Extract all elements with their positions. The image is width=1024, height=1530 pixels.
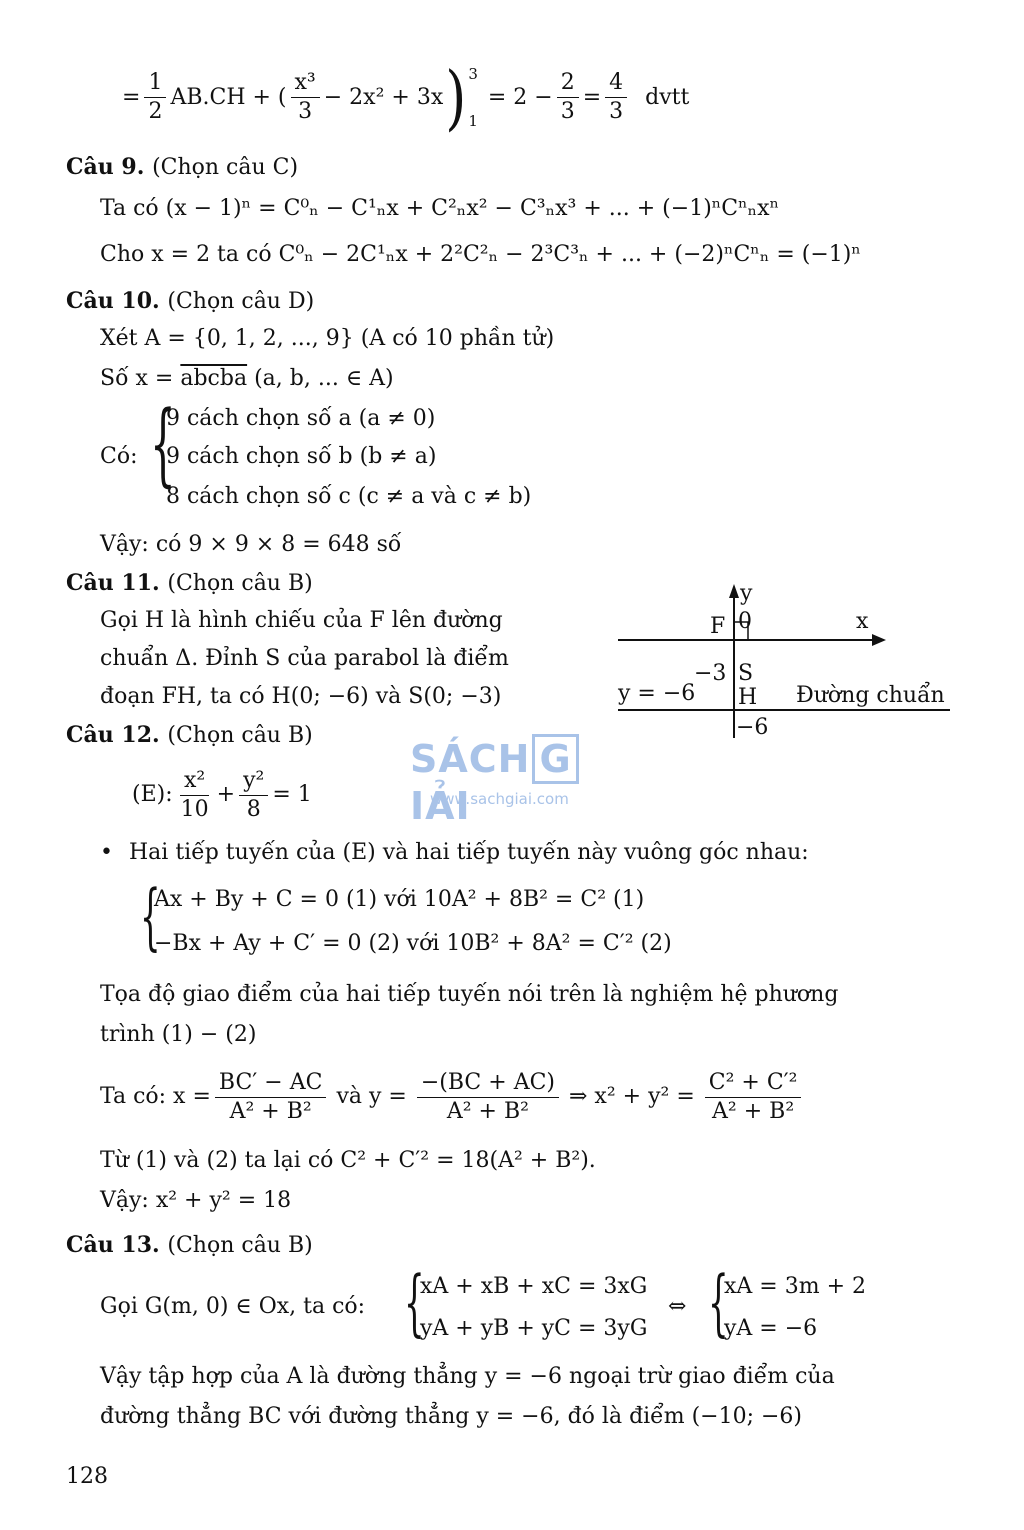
integral-upper-limit: 3 [468, 64, 478, 83]
area-ab-ch: AB.CH + ( [170, 84, 287, 110]
q11-line-2: chuẩn Δ. Đỉnh S của parabol là điểm [100, 646, 509, 671]
q13-result-x: xA = 3m + 2 [724, 1274, 866, 1299]
question-13-heading [66, 1234, 313, 1257]
q9-line-2: Cho x = 2 ta có C⁰ₙ − 2C¹ₙx + 2²C²ₙ − 2³C³ₙ + ... + (−2)ⁿCⁿₙ = (−1)ⁿ [100, 242, 861, 267]
fig-label-minus-3: −3 [694, 661, 727, 686]
q12-system-line-1: Ax + By + C = 0 (1) với 10A² + 8B² = C² (1) [154, 887, 645, 912]
x-axis-arrow [872, 634, 886, 646]
q10-line-2 [100, 368, 394, 390]
area-result-a: = 2 − [487, 84, 553, 110]
q13-left-brace-1: { [404, 1260, 425, 1344]
q12-para-line-2: trình (1) − (2) [100, 1022, 257, 1047]
q10-left-brace: { [150, 392, 176, 497]
q12-line-3: Từ (1) và (2) ta lại có C² + C′² = 18(A² + B²). [100, 1148, 596, 1173]
fraction-four-thirds: $\frac{4}{3}$ [605, 72, 627, 123]
q10-result: Vậy: có 9 × 9 × 8 = 648 số [100, 532, 402, 557]
q12-para-line-1: Tọa độ giao điểm của hai tiếp tuyến nói trên là nghiệm hệ phương [100, 982, 839, 1007]
q13-iff: ⇔ [668, 1294, 687, 1319]
q12-line-4: Vậy: x² + y² = 18 [100, 1188, 292, 1213]
q13-para-line-1: Vậy tập hợp của A là đường thẳng y = −6 ngoại trừ giao điểm của [100, 1364, 835, 1389]
q10-choice-c: 8 cách chọn số c (c ≠ a và c ≠ b) [166, 484, 532, 509]
q12-tc-label: Ta có: x = [100, 1084, 211, 1109]
q12-bullet-point [100, 842, 809, 864]
ellipse-label: (E): [132, 782, 173, 807]
q10-choice-a: 9 cách chọn số a (a ≠ 0) [166, 406, 436, 431]
q12-and-y: và y = [336, 1084, 407, 1109]
watermark-url: www.sachgiai.com [430, 790, 569, 808]
integral-bracket: ) [445, 55, 467, 138]
parabola-figure [610, 578, 1010, 748]
fraction-x2-over-10: $\frac{\text{x²}}{10}$ [180, 767, 209, 822]
fraction-sum-squares: $\frac{\text{C² + C′²}}{\text{A² + B²}}$ [705, 1072, 802, 1123]
question-13-answer: (Chọn câu B) [167, 1233, 313, 1258]
fig-label-x: x [856, 609, 869, 634]
fig-label-y: y [740, 581, 753, 606]
area-formula-line [122, 55, 690, 138]
area-eq-sign: = [122, 84, 141, 110]
ellipse-equals-one: = 1 [272, 782, 312, 807]
fraction-one-half: $\frac{1}{2}$ [144, 72, 166, 123]
question-10-title: Câu 10. [66, 288, 160, 314]
fig-label-directrix: Đường chuẩn [796, 683, 945, 708]
watermark-logo: SÁCH GIẢI [410, 734, 620, 828]
q13-para-line-2: đường thẳng BC với đường thẳng y = −6, đó là điểm (−10; −6) [100, 1404, 803, 1429]
fraction-y-value: $\frac{-(BC + AC)}{\text{A² + B²}}$ [417, 1072, 559, 1123]
q12-system-line-2: −Bx + Ay + C′ = 0 (2) với 10B² + 8A² = C′² (2) [154, 931, 672, 956]
question-12-answer: (Chọn câu B) [167, 723, 313, 748]
q13-system-y: yA + yB + yC = 3yG [420, 1316, 648, 1341]
q10-co-label: Có: [100, 444, 138, 469]
question-10-heading [66, 290, 314, 313]
q13-g-intro: Gọi G(m, 0) ∈ Ox, ta có: [100, 1294, 366, 1319]
question-11-heading [66, 572, 313, 595]
ellipse-plus: + [216, 782, 236, 807]
fig-label-y-eq: y = −6 [618, 681, 696, 706]
q10-number-label: Số x = [100, 366, 174, 391]
question-10-answer: (Chọn câu D) [167, 289, 315, 314]
question-11-title: Câu 11. [66, 570, 160, 596]
fig-label-s: S [738, 661, 754, 686]
fraction-x-cubed-over-3: $\frac{\text{x³}}{3}$ [291, 72, 320, 123]
watermark [410, 720, 620, 828]
fig-label-zero: 0 [738, 609, 752, 634]
fig-label-h: H [738, 685, 758, 710]
integral-limits [468, 64, 478, 130]
q10-choice-b: 9 cách chọn số b (b ≠ a) [166, 444, 437, 469]
question-13-title: Câu 13. [66, 1232, 160, 1258]
area-poly: − 2x² + 3x [323, 84, 444, 110]
q12-implies: ⇒ x² + y² = [569, 1084, 695, 1109]
question-12-title: Câu 12. [66, 722, 160, 748]
question-9-heading [66, 156, 298, 179]
area-unit: dvtt [645, 84, 690, 110]
q10-number-domain: (a, b, ... ∈ A) [254, 366, 394, 391]
fraction-x-value: $\frac{BC' - AC}{\text{A² + B²}}$ [215, 1072, 327, 1123]
q12-bullet-text: Hai tiếp tuyến của (E) và hai tiếp tuyến này vuông góc nhau: [128, 840, 809, 865]
page-number: 128 [66, 1464, 108, 1489]
q13-result-y: yA = −6 [724, 1316, 818, 1341]
q13-system-x: xA + xB + xC = 3xG [420, 1274, 648, 1299]
bullet-dot-icon: • [100, 840, 113, 865]
question-9-answer: (Chọn câu C) [152, 155, 299, 180]
q10-line-1: Xét A = {0, 1, 2, ..., 9} (A có 10 phần tử) [100, 326, 555, 351]
q11-line-3: đoạn FH, ta có H(0; −6) và S(0; −3) [100, 684, 502, 709]
q12-intersection-formula [100, 1062, 805, 1132]
question-11-answer: (Chọn câu B) [167, 571, 313, 596]
integral-lower-limit: 1 [468, 111, 478, 130]
question-12-heading [66, 724, 313, 747]
q12-left-brace: { [140, 874, 161, 958]
q13-left-brace-2: { [708, 1260, 729, 1344]
fig-label-minus-6: −6 [736, 715, 769, 740]
q9-line-1: Ta có (x − 1)ⁿ = C⁰ₙ − C¹ₙx + C²ₙx² − C³ₙx³ + ... + (−1)ⁿCⁿₙxⁿ [100, 196, 780, 221]
q11-line-1: Gọi H là hình chiếu của F lên đường [100, 608, 503, 633]
q10-number-abcba: abcba [180, 366, 248, 391]
y-axis-arrow [729, 584, 739, 598]
fig-label-f: F [710, 614, 726, 639]
fraction-two-thirds: $\frac{2}{3}$ [557, 72, 579, 123]
question-9-title: Câu 9. [66, 154, 145, 180]
ellipse-equation [132, 760, 312, 830]
area-result-eq: = [582, 84, 602, 110]
fraction-y2-over-8: $\frac{\text{y²}}{8}$ [239, 770, 268, 821]
